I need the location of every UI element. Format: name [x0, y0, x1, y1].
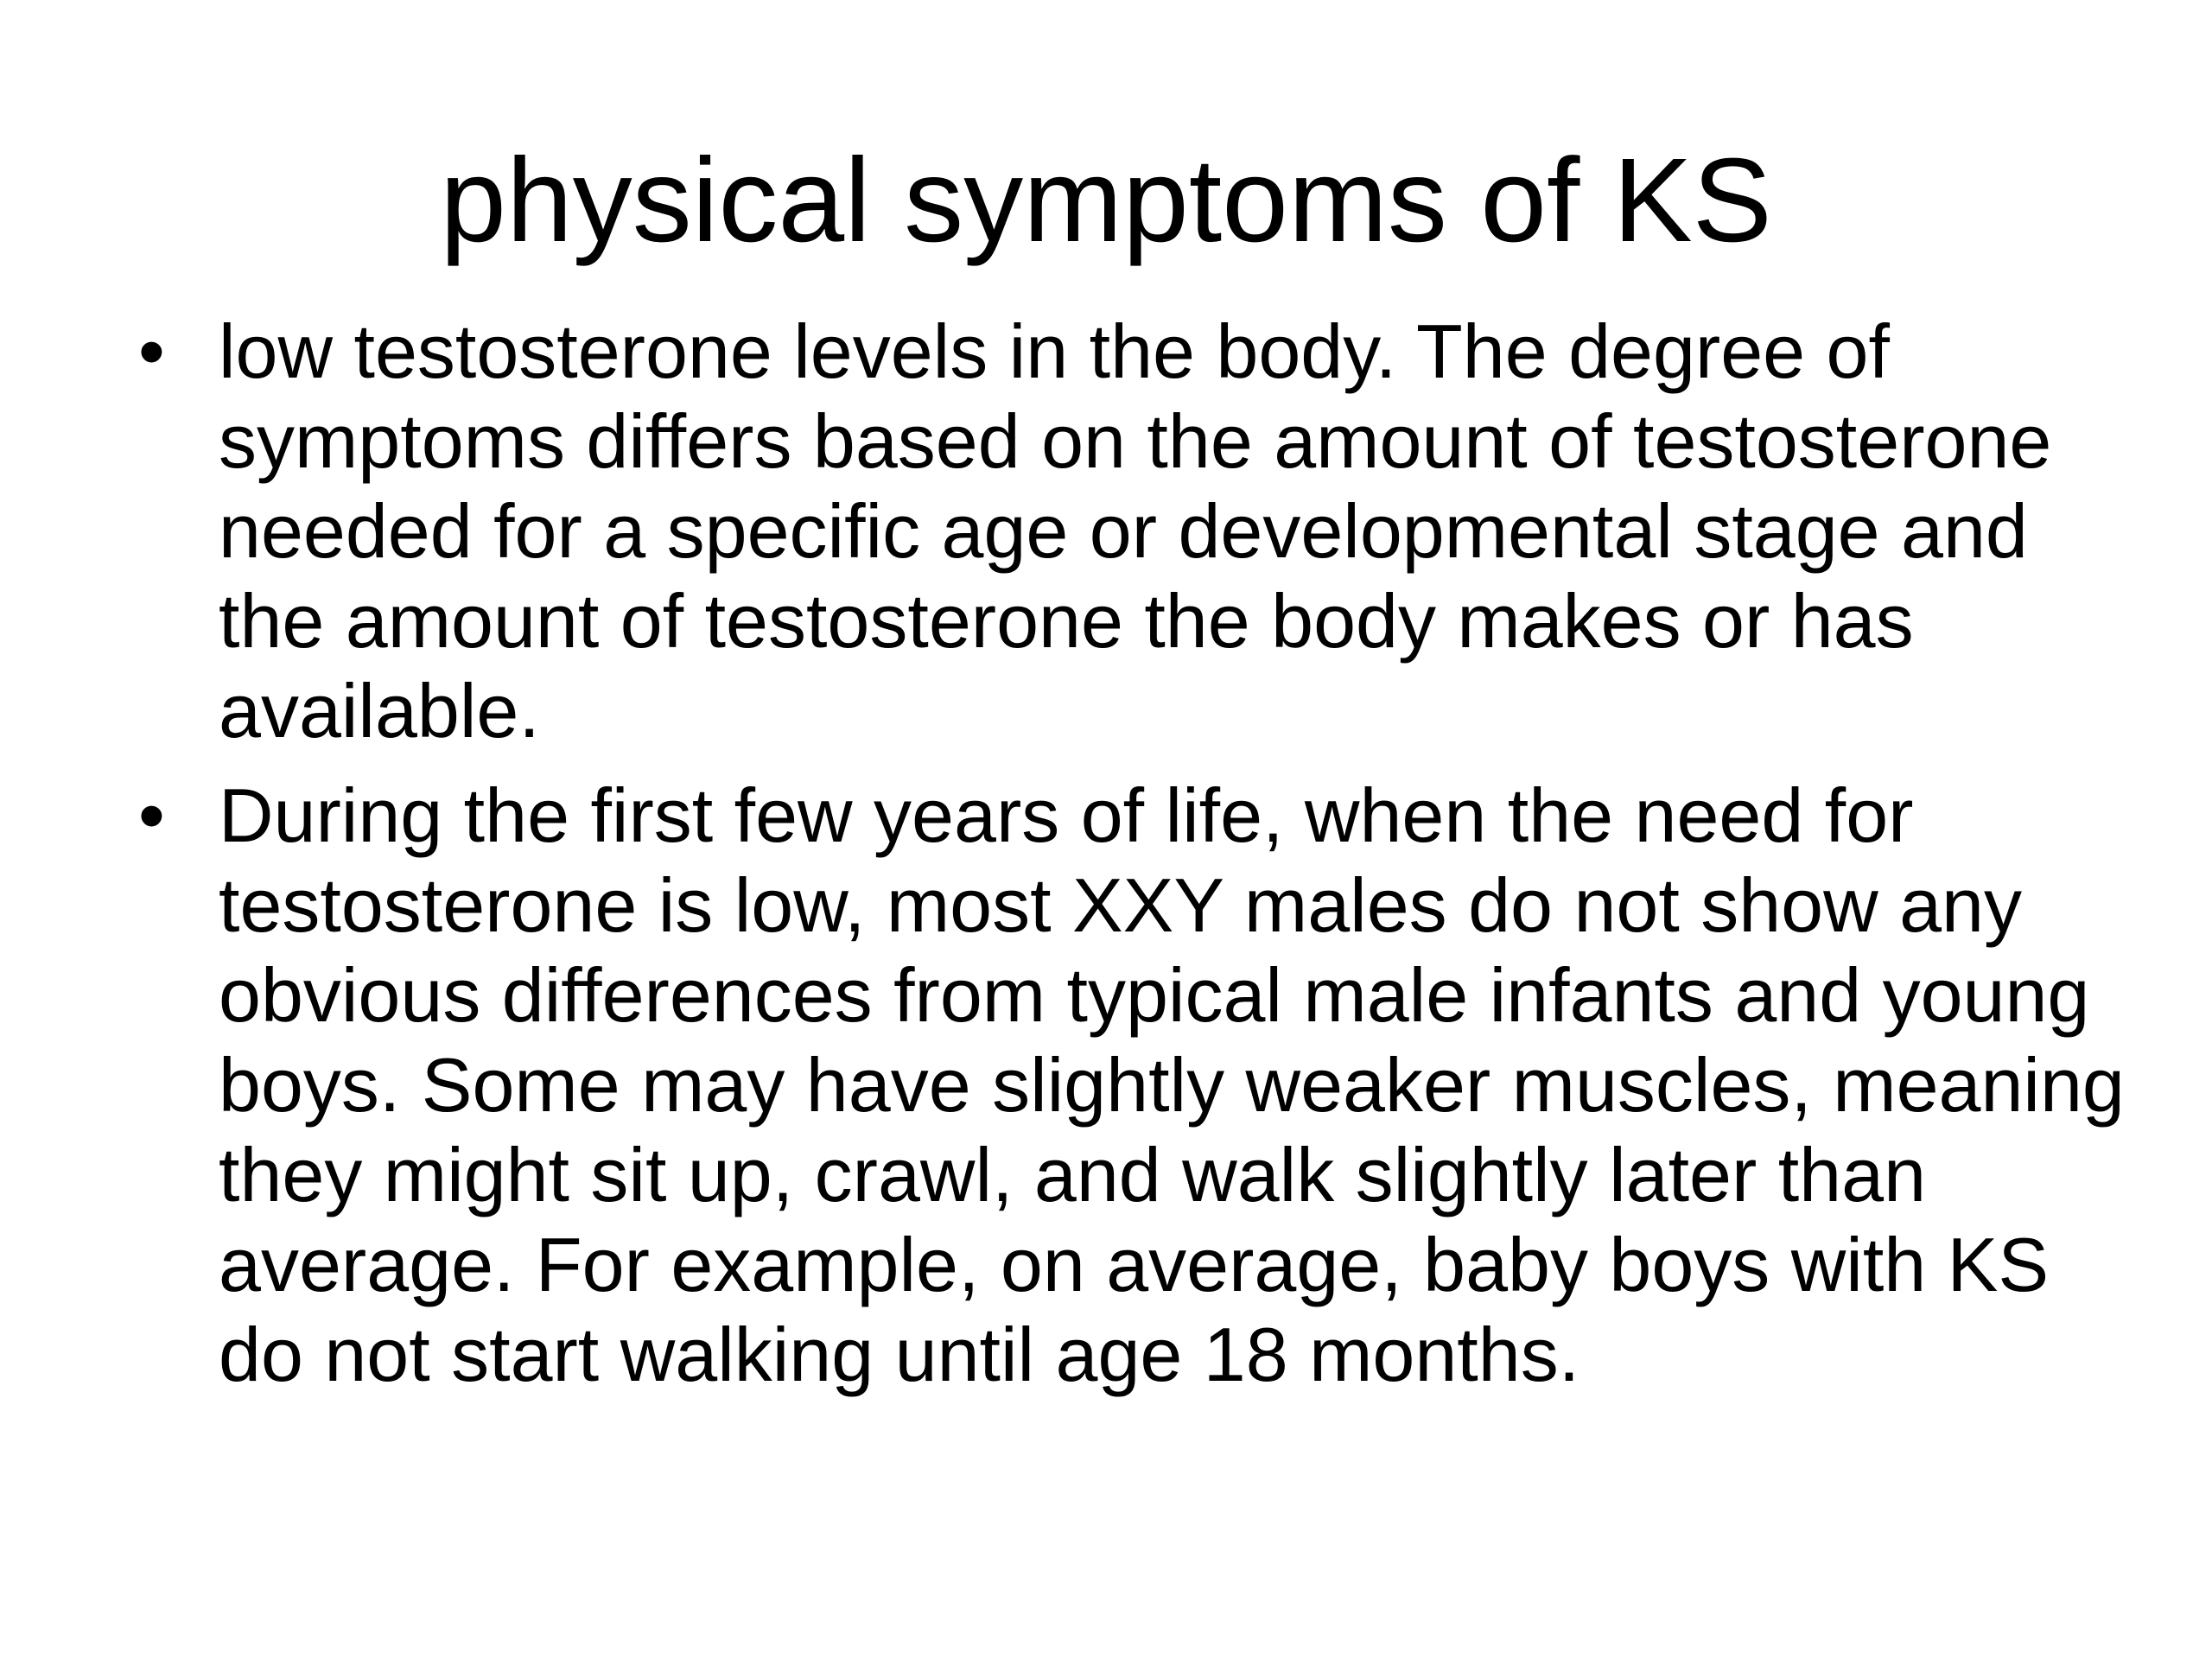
bullet-marker: • [138, 772, 165, 858]
bullet-item [130, 307, 2134, 756]
bullet-text: During the first few years of life, when the need for testosterone is low, most XXY males do not show any obvious differences from typical male infants and young boys. Some may have slightly weaker muscles, meaning they might sit up, crawl, and walk slightly later than average. For example, on average, baby boys with KS do not start walking until age 18 months. [219, 772, 2125, 1397]
bullet-list [130, 307, 2134, 1414]
bullet-text: low testosterone levels in the body. The degree of symptoms differs based on the amount of testosterone needed for a specific age or developmental stage and the amount of testosterone the body makes or has available. [219, 308, 2052, 753]
slide-title: physical symptoms of KS [440, 134, 1772, 267]
bullet-item [130, 771, 2134, 1400]
bullet-marker: • [138, 308, 165, 394]
